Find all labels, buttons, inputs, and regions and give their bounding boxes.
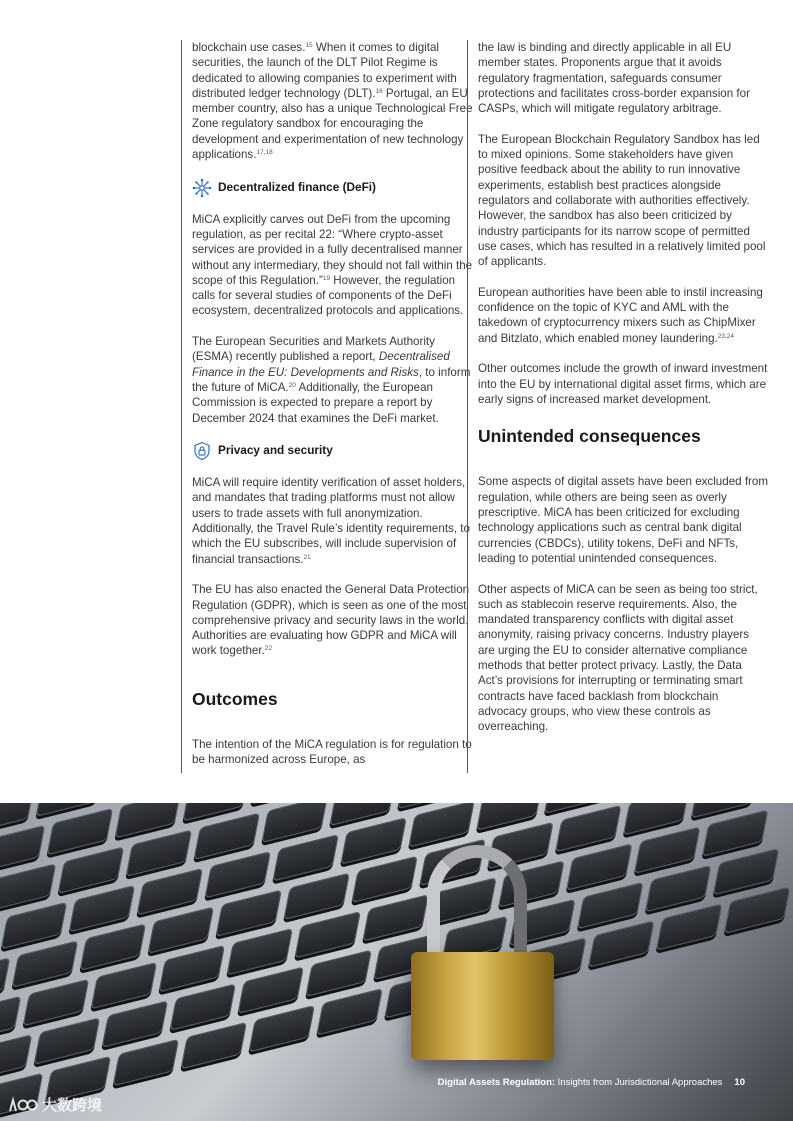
paragraph: MiCA will require identity verification of asset holders, and mandates that trading platforms must not allow users to trade assets with full anonymization. Additionally, the Travel Rule’s identity requirements, to which the EU subscribes, will include supervision of financial transactions.$^{21}$ <box>192 476 470 566</box>
unintended-consequences-heading: Unintended consequences <box>478 426 701 447</box>
paragraph: Some aspects of digital assets have been excluded from regulation, while others are being seen as overly prescriptive. MiCA has been criticized for excluding technology applications such as central bank digital currencies (CBDCs), utility tokens, DeFi and NFTs, leading to potential unintended consequences. <box>478 475 769 565</box>
shield-lock-icon <box>192 441 212 461</box>
watermark-logo-icon <box>8 1096 38 1114</box>
padlock-keyboard-photo <box>0 803 793 1121</box>
paragraph: The European Securities and Markets Authority (ESMA) recently published a report, Decentralised Finance in the EU: Developments and Risks, to inform the future of MiCA.$^{20}$ Additionally, the European Commission is expected to prepare a report by December 2024 that examines the DeFi market. <box>192 335 471 425</box>
paragraph: MiCA explicitly carves out DeFi from the upcoming regulation, as per recital 22: “Where crypto-asset services are provided in a fully decentralised manner without any intermediary, they should not fall within the scope of this Regulation.”$^{19}$ However, the regulation calls for several studies of components of the DeFi ecosystem, decentralized protocols and applications. <box>192 212 473 318</box>
watermark <box>8 1094 102 1115</box>
network-icon <box>192 178 212 198</box>
paragraph: the law is binding and directly applicable in all EU member states. Proponents argue that it avoids regulatory fragmentation, safeguards consumer protections and facilitates cross-border expansion for CASPs, which will mitigate regulatory arbitrage. <box>478 41 750 116</box>
defi-subheading <box>192 178 473 198</box>
paragraph: European authorities have been able to instil increasing confidence on the topic of KYC and AML with the takedown of cryptocurrency mixers such as ChipMixer and Bitzlato, which enabled money laundering.$^{23,24}$ <box>478 285 763 345</box>
privacy-subheading <box>192 441 473 461</box>
page-footer <box>438 1077 745 1088</box>
paragraph: The European Blockchain Regulatory Sandbox has led to mixed opinions. Some stakeholders have given positive feedback about the ability to run innovative experiments, establish best practices alongside regulators and collaborate with authorities effectively. However, the sandbox has also been criticized by industry participants for its narrow scope of permitted use cases, which has resulted in a relatively limited pool of applicants. <box>478 132 766 269</box>
paragraph: blockchain use cases.$^{15}$ When it comes to digital securities, the launch of the DLT Pilot Regime is dedicated to allowing companies to experiment with distributed ledger technology (DLT).$^{16}$ Portugal, an EU member country, also has a unique Technological Free Zone regulatory sandbox for encouraging the development and experimentation of new technology applications.$^{17,18}$ <box>192 41 473 162</box>
keyboard-keys <box>0 803 793 1121</box>
paragraph: The EU has also enacted the General Data Protection Regulation (GDPR), which is seen as one of the most comprehensive privacy and security laws in the world. Authorities are evaluating how GDPR and MiCA will work together.$^{22}$ <box>192 583 470 658</box>
footer-title: Insights from Jurisdictional Approaches <box>555 1077 723 1088</box>
defi-heading: Decentralized finance (DeFi) <box>218 180 376 195</box>
page-number: 10 <box>734 1077 745 1088</box>
footer-title-bold: Digital Assets Regulation: <box>437 1077 556 1088</box>
padlock-icon <box>411 952 554 1060</box>
report-title: Decentralised Finance in the EU: Developments and Risks <box>192 350 450 379</box>
paragraph: Other aspects of MiCA can be seen as being too strict, such as stablecoin reserve requirements. Also, the mandated transparency conflicts with digital asset anonymity, raising privacy concerns. Industry players are urging the EU to consider alternative compliance methods that better protect privacy. Lastly, the Data Act’s provisions for interrupting or terminating smart contracts have faced backlash from blockchain advocacy groups, who view these controls as overreaching. <box>478 582 758 734</box>
outcomes-heading: Outcomes <box>192 688 278 709</box>
left-column <box>181 40 473 773</box>
paragraph: Other outcomes include the growth of inward investment into the EU by international digital asset firms, which are early signs of increased market development. <box>478 362 768 406</box>
watermark-text: 大数跨境 <box>42 1097 103 1114</box>
paragraph: The intention of the MiCA regulation is for regulation to be harmonized across Europe, as <box>192 737 472 767</box>
right-column <box>467 40 768 773</box>
privacy-heading: Privacy and security <box>218 443 333 458</box>
